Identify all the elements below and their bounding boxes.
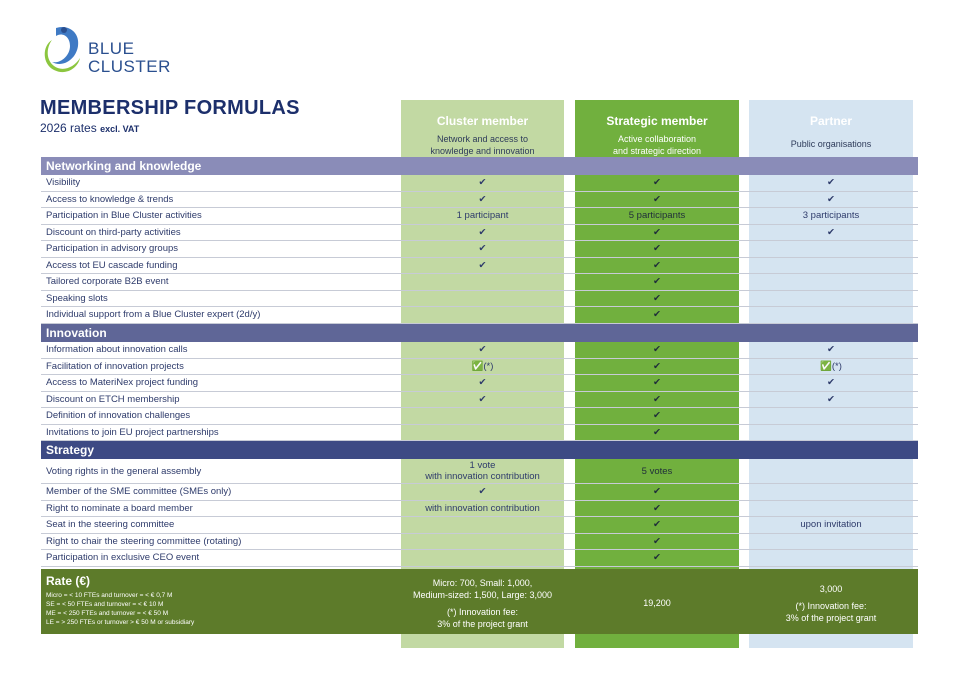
column-desc-line: and strategic direction — [612, 146, 702, 156]
row-value-c2: 5 participants — [628, 210, 686, 221]
row-label: Access to knowledge & trends — [46, 193, 174, 205]
row-value-c1: ✔ — [478, 486, 487, 497]
table-row — [41, 241, 918, 258]
page-title: MEMBERSHIP FORMULAS — [40, 97, 300, 119]
row-value-c2: ✔ — [653, 177, 661, 188]
column-description — [575, 133, 739, 157]
row-value-c1: ✅(*) — [471, 360, 494, 372]
row-label: Definition of innovation challenges — [46, 410, 191, 421]
row-value-c3: ✔ — [827, 344, 835, 355]
row-label: Member of the SME committee (SMEs only) — [46, 486, 232, 497]
logo-text — [88, 40, 171, 76]
row-label: Tailored corporate B2B event — [46, 276, 169, 287]
rate-strategic-member — [575, 597, 739, 609]
row-label: Access tot EU cascade funding — [46, 259, 178, 271]
column-description — [401, 133, 564, 157]
row-label: Participation in Blue Cluster activities — [46, 210, 202, 221]
rate-note: LE = > 250 FTEs or turnover > € 50 M or subsidiary — [46, 619, 195, 626]
table-row — [41, 274, 918, 291]
row-value-c3: 3 participants — [802, 210, 860, 221]
cell-line: with innovation contribution — [425, 471, 540, 482]
row-label: Speaking slots — [46, 292, 108, 304]
row-label: Participation in advisory groups — [46, 243, 179, 254]
rate-line: 19,200 — [643, 598, 671, 608]
row-label: Invitations to join EU project partnerships — [46, 426, 219, 438]
rate-line: (*) Innovation fee: — [446, 607, 519, 617]
row-value-c1: ✔ — [478, 393, 487, 405]
subtitle-suffix: excl. VAT — [100, 124, 140, 134]
table-row — [41, 375, 918, 392]
row-value-c2: ✔ — [653, 502, 661, 514]
row-value-c2: ✔ — [653, 552, 661, 563]
section-header: Strategy — [41, 441, 918, 459]
row-value-c1: ✔ — [478, 226, 487, 238]
table-row — [41, 408, 918, 425]
row-value-c3: upon invitation — [800, 519, 862, 530]
row-value-c1: 1 participant — [456, 210, 509, 221]
row-label: Right to nominate a board member — [46, 502, 193, 514]
table-row — [41, 534, 918, 551]
row-label: Voting rights in the general assembly — [46, 466, 202, 477]
cell-line: 1 vote — [469, 460, 496, 471]
row-value-c2: ✔ — [653, 393, 661, 405]
row-value-c2: 5 votes — [641, 466, 673, 477]
row-label: Seat in the steering committee — [46, 519, 175, 530]
rate-line: Micro: 700, Small: 1,000, — [432, 578, 533, 588]
table-row — [41, 291, 918, 308]
table-row — [41, 501, 918, 518]
logo-line-2: CLUSTER — [88, 57, 171, 76]
table-row — [41, 459, 918, 484]
rate-note: SE = < 50 FTEs and turnover = < € 10 M — [46, 601, 164, 608]
row-value-c1: ✔ — [478, 259, 487, 271]
rate-title: Rate (€) — [46, 574, 91, 588]
row-value-c2: ✔ — [653, 360, 661, 372]
row-label: Individual support from a Blue Cluster expert (2d/y) — [46, 309, 261, 320]
row-value-c1: ✔ — [478, 193, 487, 205]
row-value-c2: ✔ — [653, 259, 661, 271]
row-value-c2: ✔ — [653, 535, 661, 547]
row-value-c2: ✔ — [653, 426, 661, 438]
table-row — [41, 258, 918, 275]
row-value-c2: ✔ — [653, 486, 661, 497]
table-row — [41, 359, 918, 376]
column-title: Strategic member — [606, 114, 708, 128]
column-desc-line: Public organisations — [790, 139, 872, 149]
column-desc-line: Network and access to — [436, 134, 529, 144]
row-value-c3: ✔ — [827, 226, 835, 238]
table-row — [41, 208, 918, 225]
table-row — [41, 550, 918, 567]
rate-note: ME = < 250 FTEs and turnover = < € 50 M — [46, 610, 169, 617]
section-header: Innovation — [41, 324, 918, 342]
table-row — [41, 342, 918, 359]
rate-note: Micro = < 10 FTEs and turnover = < € 0,7 M — [46, 592, 173, 599]
table-row — [41, 192, 918, 209]
column-title: Partner — [809, 114, 853, 128]
table-row — [41, 175, 918, 192]
table-row — [41, 307, 918, 324]
row-value-c1: with innovation contribution — [425, 502, 540, 514]
column-desc-line: knowledge and innovation — [430, 146, 535, 156]
logo-line-1: BLUE — [88, 39, 135, 58]
row-value-c2: ✔ — [653, 226, 661, 238]
row-value-c3: ✔ — [827, 393, 835, 405]
row-value-c2: ✔ — [653, 243, 661, 254]
row-label: Right to chair the steering committee (rotating) — [46, 535, 242, 547]
row-value-c2: ✔ — [653, 193, 661, 205]
row-label: Information about innovation calls — [46, 344, 188, 355]
rate-line: (*) Innovation fee: — [795, 601, 867, 611]
row-label: Participation in exclusive CEO event — [46, 552, 200, 563]
table-row — [41, 517, 918, 534]
row-value-c2: ✔ — [653, 309, 661, 320]
subtitle-main: 2026 rates — [40, 121, 97, 135]
column-title: Cluster member — [436, 114, 529, 128]
row-label: Discount on third-party activities — [46, 226, 181, 238]
row-value-c3: ✔ — [827, 177, 835, 188]
row-value-c1: ✔ — [478, 377, 487, 388]
row-value-c1 — [401, 460, 564, 482]
rate-line: Medium-sized: 1,500, Large: 3,000 — [412, 590, 553, 600]
column-description — [749, 138, 913, 150]
rate-line: 3% of the project grant — [437, 619, 528, 629]
rate-partner — [749, 583, 913, 624]
row-value-c2: ✔ — [653, 519, 661, 530]
rate-line: 3% of the project grant — [785, 613, 877, 623]
row-value-c3: ✔ — [827, 193, 835, 205]
table-row — [41, 225, 918, 242]
section-header: Networking and knowledge — [41, 157, 918, 175]
table-row — [41, 484, 918, 501]
row-value-c3: ✔ — [827, 377, 835, 388]
row-label: Discount on ETCH membership — [46, 393, 180, 405]
rate-row — [41, 569, 918, 634]
row-label: Facilitation of innovation projects — [46, 360, 184, 372]
table-row — [41, 425, 918, 442]
row-value-c1: ✔ — [478, 243, 487, 254]
row-value-c2: ✔ — [653, 377, 661, 388]
row-value-c3: ✅(*) — [820, 360, 842, 372]
row-value-c2: ✔ — [653, 292, 661, 304]
row-value-c1: ✔ — [478, 177, 487, 188]
page-subtitle — [40, 121, 139, 135]
row-value-c2: ✔ — [653, 344, 661, 355]
column-desc-line: Active collaboration — [617, 134, 697, 144]
rate-line: 3,000 — [819, 584, 843, 594]
row-value-c2: ✔ — [653, 276, 661, 287]
row-label: Access to MateriNex project funding — [46, 377, 199, 388]
row-label: Visibility — [46, 177, 81, 188]
table-row — [41, 392, 918, 409]
row-value-c1: ✔ — [478, 344, 487, 355]
rate-cluster-member — [401, 577, 564, 630]
row-value-c2: ✔ — [653, 410, 661, 421]
rate-notes — [46, 591, 194, 627]
logo-icon — [40, 22, 86, 78]
blue-cluster-logo — [40, 22, 180, 82]
